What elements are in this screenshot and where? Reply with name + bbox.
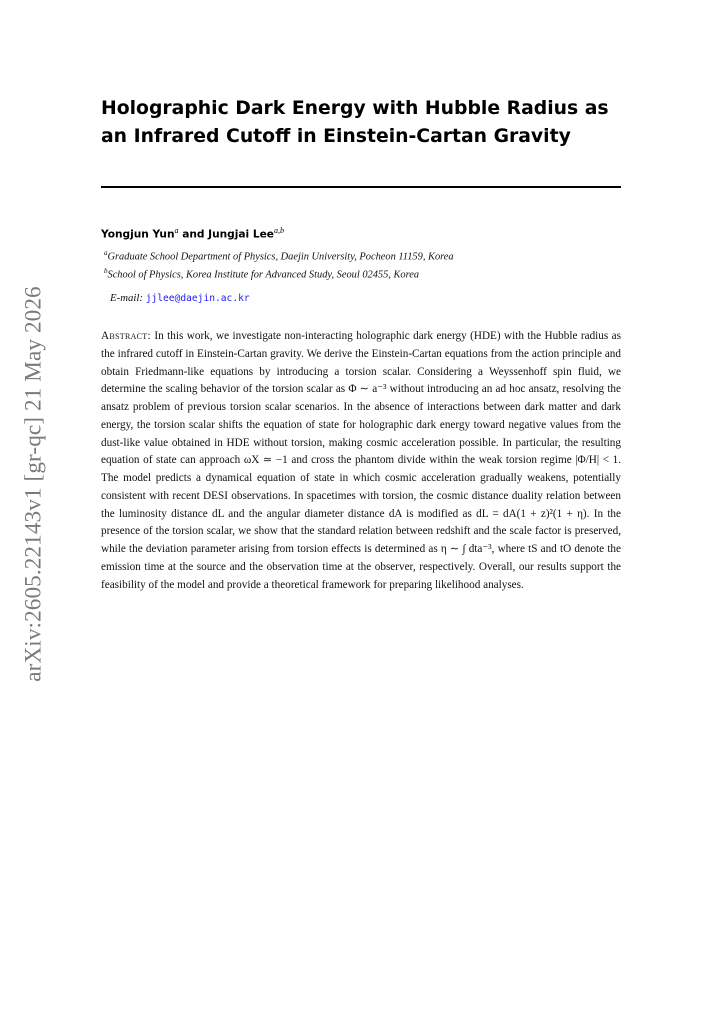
affiliation-mark: a: [104, 249, 108, 257]
title-rule: [101, 186, 621, 188]
author-name: Yongjun Yun: [101, 228, 175, 241]
abstract: [101, 328, 621, 594]
affiliation: [104, 267, 419, 280]
author-conjunction: and: [178, 228, 209, 241]
affiliation-text: School of Physics, Korea Institute for Advanced Study, Seoul 02455, Korea: [107, 269, 420, 281]
paper-title: Holographic Dark Energy with Hubble Radius as an Infrared Cutoff in Einstein-Cartan Gravity: [101, 98, 609, 147]
affiliation-mark: a: [174, 226, 179, 235]
affiliation-mark: a,b: [274, 226, 284, 235]
affiliation-mark: b: [104, 267, 108, 275]
affiliation: [104, 249, 454, 262]
contact-email: [110, 292, 250, 304]
author-name: Jungjai Lee: [208, 228, 274, 241]
email-label: E-mail:: [110, 292, 143, 304]
arxiv-identifier: arXiv:2605.22143v1 [gr-qc] 21 May 2026: [20, 286, 47, 682]
arxiv-stamp: [14, 286, 54, 682]
affiliation-text: Graduate School Department of Physics, Daejin University, Pocheon 11159, Korea: [107, 251, 454, 263]
abstract-heading: Abstract:: [101, 330, 151, 342]
email-link[interactable]: jjlee@daejin.ac.kr: [145, 293, 250, 304]
author-list: [101, 226, 284, 241]
abstract-text: In this work, we investigate non-interacting holographic dark energy (HDE) with the Hubble radius as the infrared cutoff in Einstein-Cartan gravity. We derive the Einstein-Cartan equations from the action principle and obtain Friedmann-like equations by introducing a torsion scalar. Considering a Weyssenhoff spin fluid, we determine the scaling behavior of the torsion scalar as Φ ∼ a⁻³ without introducing an ad hoc ansatz, resolving the ansatz problem of previous torsion scalar scenarios. In the absence of interactions between dark matter and dark energy, the torsion scalar shifts the equation of state for holographic dark energy toward negative values from the dust-like value obtained in HDE without torsion, making cosmic acceleration possible. In particular, the resulting equation of state can approach ωX ≃ −1 and cross the phantom divide within the weak torsion regime |Φ/H| < 1. The model predicts a dynamical equation of state in which cosmic acceleration gradually weakens, potentially consistent with recent DESI observations. In spacetimes with torsion, the cosmic distance duality relation between the luminosity distance dL and the angular diameter distance dA is modified as dL = dA(1 + z)²(1 + η). In the presence of the torsion scalar, we show that the standard relation between redshift and the scale factor is preserved, while the deviation parameter arising from torsion effects is determined as η ∼ ∫ dta⁻³, where tS and tO denote the emission time at the source and the observation time at the observer, respectively. Overall, our results support the feasibility of the model and provide a theoretical framework for preparing likelihood analyses.: [101, 330, 622, 591]
